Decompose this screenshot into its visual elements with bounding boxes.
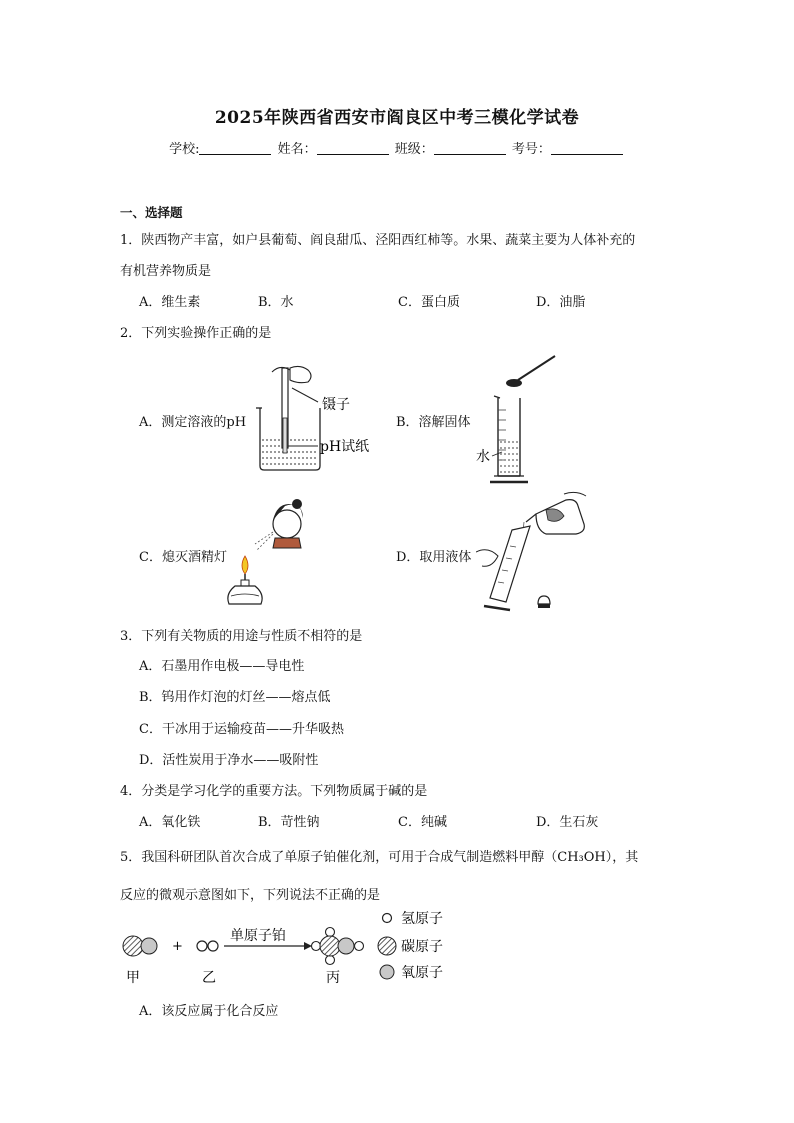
legend-carbon-swatch: [378, 937, 396, 955]
q4-option-b[interactable]: B．苛性钠: [258, 815, 320, 830]
q1-option-c[interactable]: C．蛋白质: [398, 295, 460, 310]
q4-stem: 4．分类是学习化学的重要方法。下列物质属于碱的是: [120, 784, 428, 799]
q3-option-c[interactable]: C．干冰用于运输疫苗——升华吸热: [139, 722, 344, 737]
pour-liquid-figure: [476, 490, 591, 615]
school-blank[interactable]: [199, 142, 271, 155]
q3-stem: 3．下列有关物质的用途与性质不相符的是: [120, 629, 363, 644]
water-label: 水: [476, 449, 490, 465]
legend: [378, 911, 443, 981]
name-blank[interactable]: [317, 142, 389, 155]
school-label: 学校:: [169, 142, 200, 157]
q2-option-d[interactable]: D．取用液体: [396, 550, 472, 565]
q1-option-b[interactable]: B．水: [258, 295, 294, 310]
name-label: 姓名：: [277, 142, 317, 157]
q1-option-d[interactable]: D．油脂: [536, 295, 586, 310]
legend-oxygen: 氧原子: [401, 965, 443, 981]
q5-stem-line2: 反应的微观示意图如下，下列说法不正确的是: [120, 888, 381, 903]
plus-sign: +: [172, 939, 183, 954]
q2-option-b[interactable]: B．溶解固体: [396, 415, 471, 430]
reactant-jia-molecule: [123, 936, 157, 956]
q2-stem: 2．下列实验操作正确的是: [120, 326, 272, 341]
dissolve-solid-figure: [470, 352, 565, 487]
q3-option-a[interactable]: A．石墨用作电极——导电性: [139, 659, 305, 674]
legend-carbon: 碳原子: [401, 939, 443, 955]
extinguish-lamp-figure: [225, 496, 310, 611]
q4-option-c[interactable]: C．纯碱: [398, 815, 447, 830]
legend-oxygen-swatch: [380, 965, 394, 979]
class-blank[interactable]: [434, 142, 506, 155]
label-bing: 丙: [326, 970, 340, 986]
q1-stem-line1: 1．陕西物产丰富，如户县葡萄、阎良甜瓜、泾阳西红柿等。水果、蔬菜主要为人体补充的: [120, 233, 636, 248]
q1-stem-line2: 有机营养物质是: [120, 264, 212, 279]
exam-number-blank[interactable]: [551, 142, 623, 155]
tweezers-label: 镊子: [322, 397, 350, 413]
q3-option-b[interactable]: B．钨用作灯泡的灯丝——熔点低: [139, 690, 331, 705]
product-bing-molecule: [312, 928, 364, 965]
q4-option-a[interactable]: A．氧化铁: [139, 815, 201, 830]
label-jia: 甲: [126, 970, 140, 986]
label-yi: 乙: [202, 970, 216, 986]
legend-hydrogen-swatch: [383, 914, 392, 923]
ph-paper-label: pH试纸: [320, 439, 370, 455]
reaction-diagram: [118, 906, 458, 988]
section-title: 一、选择题: [120, 205, 183, 220]
q5-option-a[interactable]: A．该反应属于化合反应: [139, 1004, 279, 1019]
q5-stem-line1: 5．我国科研团队首次合成了单原子铂催化剂，可用于合成气制造燃料甲醇（CH₃OH），其: [120, 850, 639, 865]
reactant-yi-molecule: [197, 941, 218, 951]
q1-option-a[interactable]: A．维生素: [139, 295, 201, 310]
exam-number-label: 考号：: [511, 142, 551, 157]
q2-option-c[interactable]: C．熄灭酒精灯: [139, 550, 227, 565]
page-title: 2025年陕西省西安市阎良区中考三模化学试卷: [214, 108, 580, 128]
student-info-line: [0, 138, 794, 157]
ph-test-figure: [250, 358, 380, 473]
q4-option-d[interactable]: D．生石灰: [536, 815, 599, 830]
q2-option-a[interactable]: A．测定溶液的pH: [139, 415, 247, 430]
legend-hydrogen: 氢原子: [401, 911, 443, 927]
class-label: 班级：: [394, 142, 434, 157]
catalyst-label: 单原子铂: [230, 928, 286, 944]
q3-option-d[interactable]: D．活性炭用于净水——吸附性: [139, 753, 319, 768]
